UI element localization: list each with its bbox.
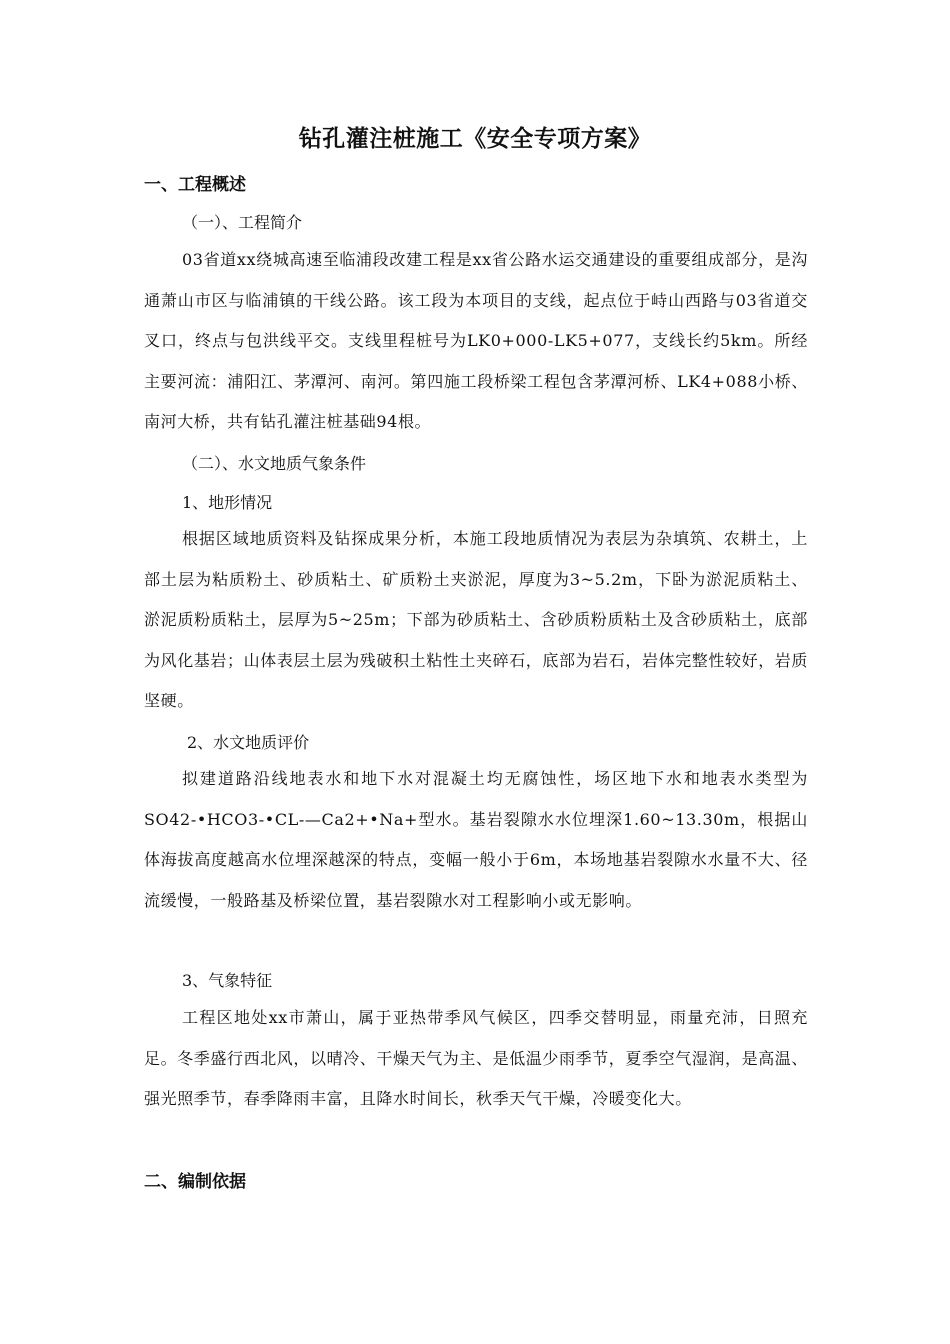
paragraph-project-intro: 03省道xx绕城高速至临浦段改建工程是xx省公路水运交通建设的重要组成部分，是沟通萧山市区与临浦镇的干线公路。该工段为本项目的支线，起点位于峙山西路与03省道交叉口，终点与包洪线平交。支线里程桩号为LK0+000-LK5+077，支线长约5km。所经主要河流：浦阳江、茅潭河、南河。第四施工段桥梁工程包含茅潭河桥、LK4+088小桥、南河大桥，共有钻孔灌注桩基础94根。 — [144, 250, 808, 431]
subsection-heading-project-intro: （一）、工程简介 — [182, 213, 303, 232]
subsection-heading-hydro-geology: （二）、水文地质气象条件 — [182, 454, 367, 473]
paragraph-hydro-evaluation: 拟建道路沿线地表水和地下水对混凝土均无腐蚀性，场区地下水和地表水类型为SO42-•HCO3-•CL-—Ca2+•Na+型水。基岩裂隙水水位埋深1.60~13.30m，根据山体海拔高度越高水位埋深越深的特点，变幅一般小于6m，本场地基岩裂隙水水量不大、径流缓慢，一般路基及桥梁位置，基岩裂隙水对工程影响小或无影响。 — [144, 769, 808, 910]
item-heading-terrain: 1、地形情况 — [182, 493, 273, 512]
document-title: 钻孔灌注桩施工《安全专项方案》 — [298, 126, 652, 152]
section-heading-overview: 一、工程概述 — [144, 175, 246, 195]
section-heading-basis: 二、编制依据 — [144, 1172, 246, 1192]
paragraph-terrain: 根据区域地质资料及钻探成果分析，本施工段地质情况为表层为杂填筑、农耕土，上部土层为粘质粉土、砂质粘土、矿质粉土夹淤泥，厚度为3~5.2m，下卧为淤泥质粘土、淤泥质粉质粘土，层厚为5~25m；下部为砂质粘土、含砂质粉质粘土及含砂质粘土，底部为风化基岩；山体表层土层为残破积土粘性土夹碎石，底部为岩石，岩体完整性较好，岩质坚硬。 — [144, 529, 809, 710]
item-heading-hydro-evaluation: 2、水文地质评价 — [187, 733, 310, 752]
paragraph-climate: 工程区地处xx市萧山，属于亚热带季风气候区，四季交替明显，雨量充沛，日照充足。冬季盛行西北风，以晴冷、干燥天气为主、是低温少雨季节，夏季空气湿润，是高温、强光照季节，春季降雨丰富，且降水时间长，秋季天气干燥，冷暖变化大。 — [144, 1008, 809, 1108]
item-heading-climate: 3、气象特征 — [182, 971, 273, 990]
